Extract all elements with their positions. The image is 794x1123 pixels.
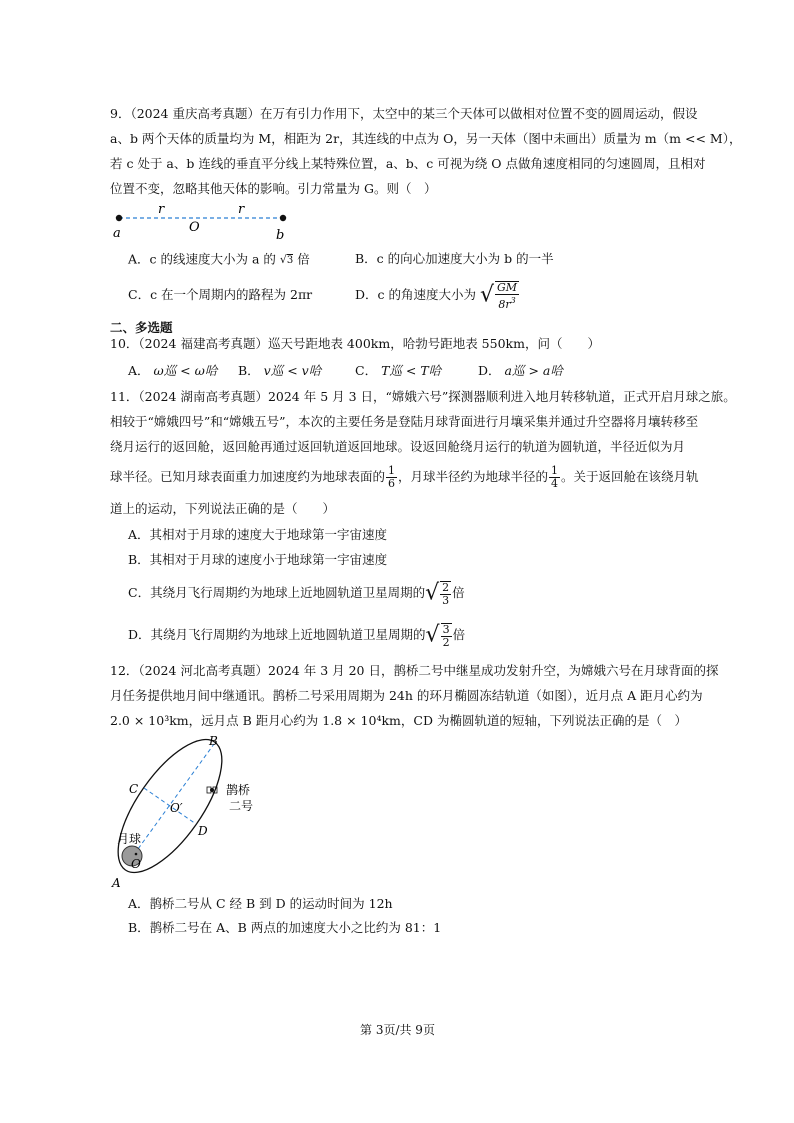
q11-option-d[interactable] (128, 620, 465, 651)
q11-line3: 绕月运行的返回舱，返回舱再通过返回轨道返回地球。设返回舱绕月运行的轨道为圆轨道，半径近似为月 (110, 439, 686, 454)
q12-orbit-diagram (108, 732, 268, 892)
q11-option-d-text: D．其绕月飞行周期约为地球上近地圆轨道卫星周期的 (128, 627, 426, 642)
point-b (280, 215, 286, 221)
q10-option-d-expr: a巡 > a哈 (504, 363, 563, 378)
q11-frac1-num: 1 (388, 464, 396, 477)
q10-option-d[interactable] (478, 363, 563, 379)
q10-option-a[interactable] (128, 363, 217, 379)
q11-line5: 道上的运动，下列说法正确的是（ ） (110, 501, 336, 516)
q12-line3: 2.0 × 10³km，远月点 B 距月心约为 1.8 × 10⁴km，CD 为椭圆轨道的短轴，下列说法正确的是（ ） (110, 713, 687, 728)
q9-option-d-text: D．c 的角速度大小为 (355, 287, 476, 302)
q11-option-a[interactable]: A．其相对于月球的速度大于地球第一宇宙速度 (128, 527, 388, 542)
q11-option-c-den: 3 (442, 593, 450, 607)
q9-line2: a、b 两个天体的质量均为 M，相距为 2r，其连线的中点为 O，另一天体（图中未画出）质量为 m（m << M）， (110, 131, 742, 146)
label-D: D (198, 824, 208, 838)
q9-option-d[interactable] (355, 280, 520, 311)
label-sat1: 鹊桥 (226, 783, 251, 797)
moon-center (135, 853, 138, 856)
q9-option-a[interactable] (128, 251, 310, 269)
q9-diagram (108, 198, 308, 244)
q11-line4 (110, 462, 699, 492)
q9-option-d-num: GM (497, 280, 518, 294)
q11-line2: 相较于“嫦娥四号”和“嫦娥五号”，本次的主要任务是登陆月球背面进行月壤采集并通过升空器将月壤转移至 (110, 414, 699, 429)
q10-option-a-expr: ω巡 < ω哈 (153, 363, 218, 378)
q9-option-a-radicand: 3 (286, 255, 294, 266)
sqrt-icon: √ $\frac{GM}{8r^3}$ (479, 280, 518, 311)
label-O: O (131, 857, 141, 871)
q9-option-c[interactable]: C．c 在一个周期内的路程为 2πr (128, 287, 313, 302)
label-moon: 月球 (117, 832, 142, 846)
q11-option-c-text: C．其绕月飞行周期约为地球上近地圆轨道卫星周期的 (128, 585, 426, 600)
label-A: A (112, 876, 121, 890)
q11-line4b: ，月球半径约为地球半径的 (398, 469, 549, 484)
q11-option-c-num: 2 (442, 580, 450, 594)
label-o: O (189, 220, 200, 235)
label-C: C (129, 782, 139, 796)
q9-line4: 位置不变，忽略其他天体的影响。引力常量为 G。则（ ） (110, 181, 437, 196)
sqrt-icon: √ $\frac{2}{3}$ (425, 580, 450, 607)
sqrt-icon: √ $\frac{3}{2}$ (425, 622, 450, 649)
label-Oprime: O′ (170, 801, 183, 815)
q10-option-b-expr: v巡 < v哈 (263, 363, 322, 378)
label-sat2: 二号 (229, 799, 254, 813)
q12-line2: 月任务提供地月间中继通讯。鹊桥二号采用周期为 24h 的环月椭圆冻结轨道（如图），近月点 A 距月心约为 (110, 688, 703, 703)
label-b: b (276, 228, 285, 243)
q11-option-d-num: 3 (442, 622, 450, 636)
q11-frac1-den: 6 (388, 477, 396, 490)
q11-option-c[interactable] (128, 578, 465, 609)
q9-option-d-den: 8r (498, 297, 511, 311)
label-B: B (209, 734, 218, 748)
q11-option-d-den: 2 (442, 635, 450, 649)
q10-option-c-expr: T巡 < T哈 (381, 363, 442, 378)
q12-line1: 12．（2024 河北高考真题）2024 年 3 月 20 日，鹊桥二号中继星成功发射升空，为嫦娥六号在月球背面的探 (110, 663, 719, 678)
q11-line4a: 球半径。已知月球表面重力加速度约为地球表面的 (110, 469, 386, 484)
q9-option-d-exp: 3 (510, 295, 516, 305)
page-footer: 第 3页/共 9页 (360, 1023, 435, 1037)
section-title: 二、多选题 (110, 320, 173, 335)
label-r2: r (238, 202, 245, 217)
q11-line4c: 。关于返回舱在该绕月轨 (561, 469, 699, 484)
q12-option-a[interactable]: A．鹊桥二号从 C 经 B 到 D 的运动时间为 12h (128, 896, 393, 911)
q11-option-c-end: 倍 (452, 585, 465, 600)
point-a (116, 215, 122, 221)
q11-option-d-end: 倍 (452, 627, 466, 642)
q9-option-b[interactable]: B．c 的向心加速度大小为 b 的一半 (355, 251, 554, 266)
q10-option-b-label: B． (238, 363, 260, 378)
label-r1: r (158, 202, 165, 217)
label-a: a (113, 226, 121, 241)
q10-option-c[interactable] (355, 363, 441, 379)
q11-frac2-num: 1 (551, 464, 559, 477)
q12-option-b[interactable]: B．鹊桥二号在 A、B 两点的加速度大小之比约为 81：1 (128, 920, 442, 935)
q11-option-b[interactable]: B．其相对于月球的速度小于地球第一宇宙速度 (128, 552, 388, 567)
sqrt-icon: √3 (279, 253, 294, 266)
q10-option-d-label: D． (478, 363, 501, 378)
q10-option-a-label: A． (128, 363, 150, 378)
q11-frac2-den: 4 (551, 477, 559, 490)
q9-option-a-end: 倍 (297, 251, 310, 267)
q9-option-a-text: A．c 的线速度大小为 a 的 (128, 251, 276, 267)
q9-line1: 9．（2024 重庆高考真题）在万有引力作用下，太空中的某三个天体可以做相对位置不变的圆周运动，假设 (110, 106, 698, 121)
q10-stem: 10．（2024 福建高考真题）巡天号距地表 400km，哈勃号距地表 550km，问（ ） (110, 336, 600, 351)
q11-line1: 11．（2024 湖南高考真题）2024 年 5 月 3 日，“嫦娥六号”探测器顺利进入地月转移轨道，正式开启月球之旅。 (110, 389, 736, 404)
q10-option-c-label: C． (355, 363, 378, 378)
q10-option-b[interactable] (238, 363, 321, 379)
q9-line3: 若 c 处于 a、b 连线的垂直平分线上某特殊位置，a、b、c 可视为绕 O 点做角速度相同的匀速圆周，且相对 (110, 156, 706, 171)
